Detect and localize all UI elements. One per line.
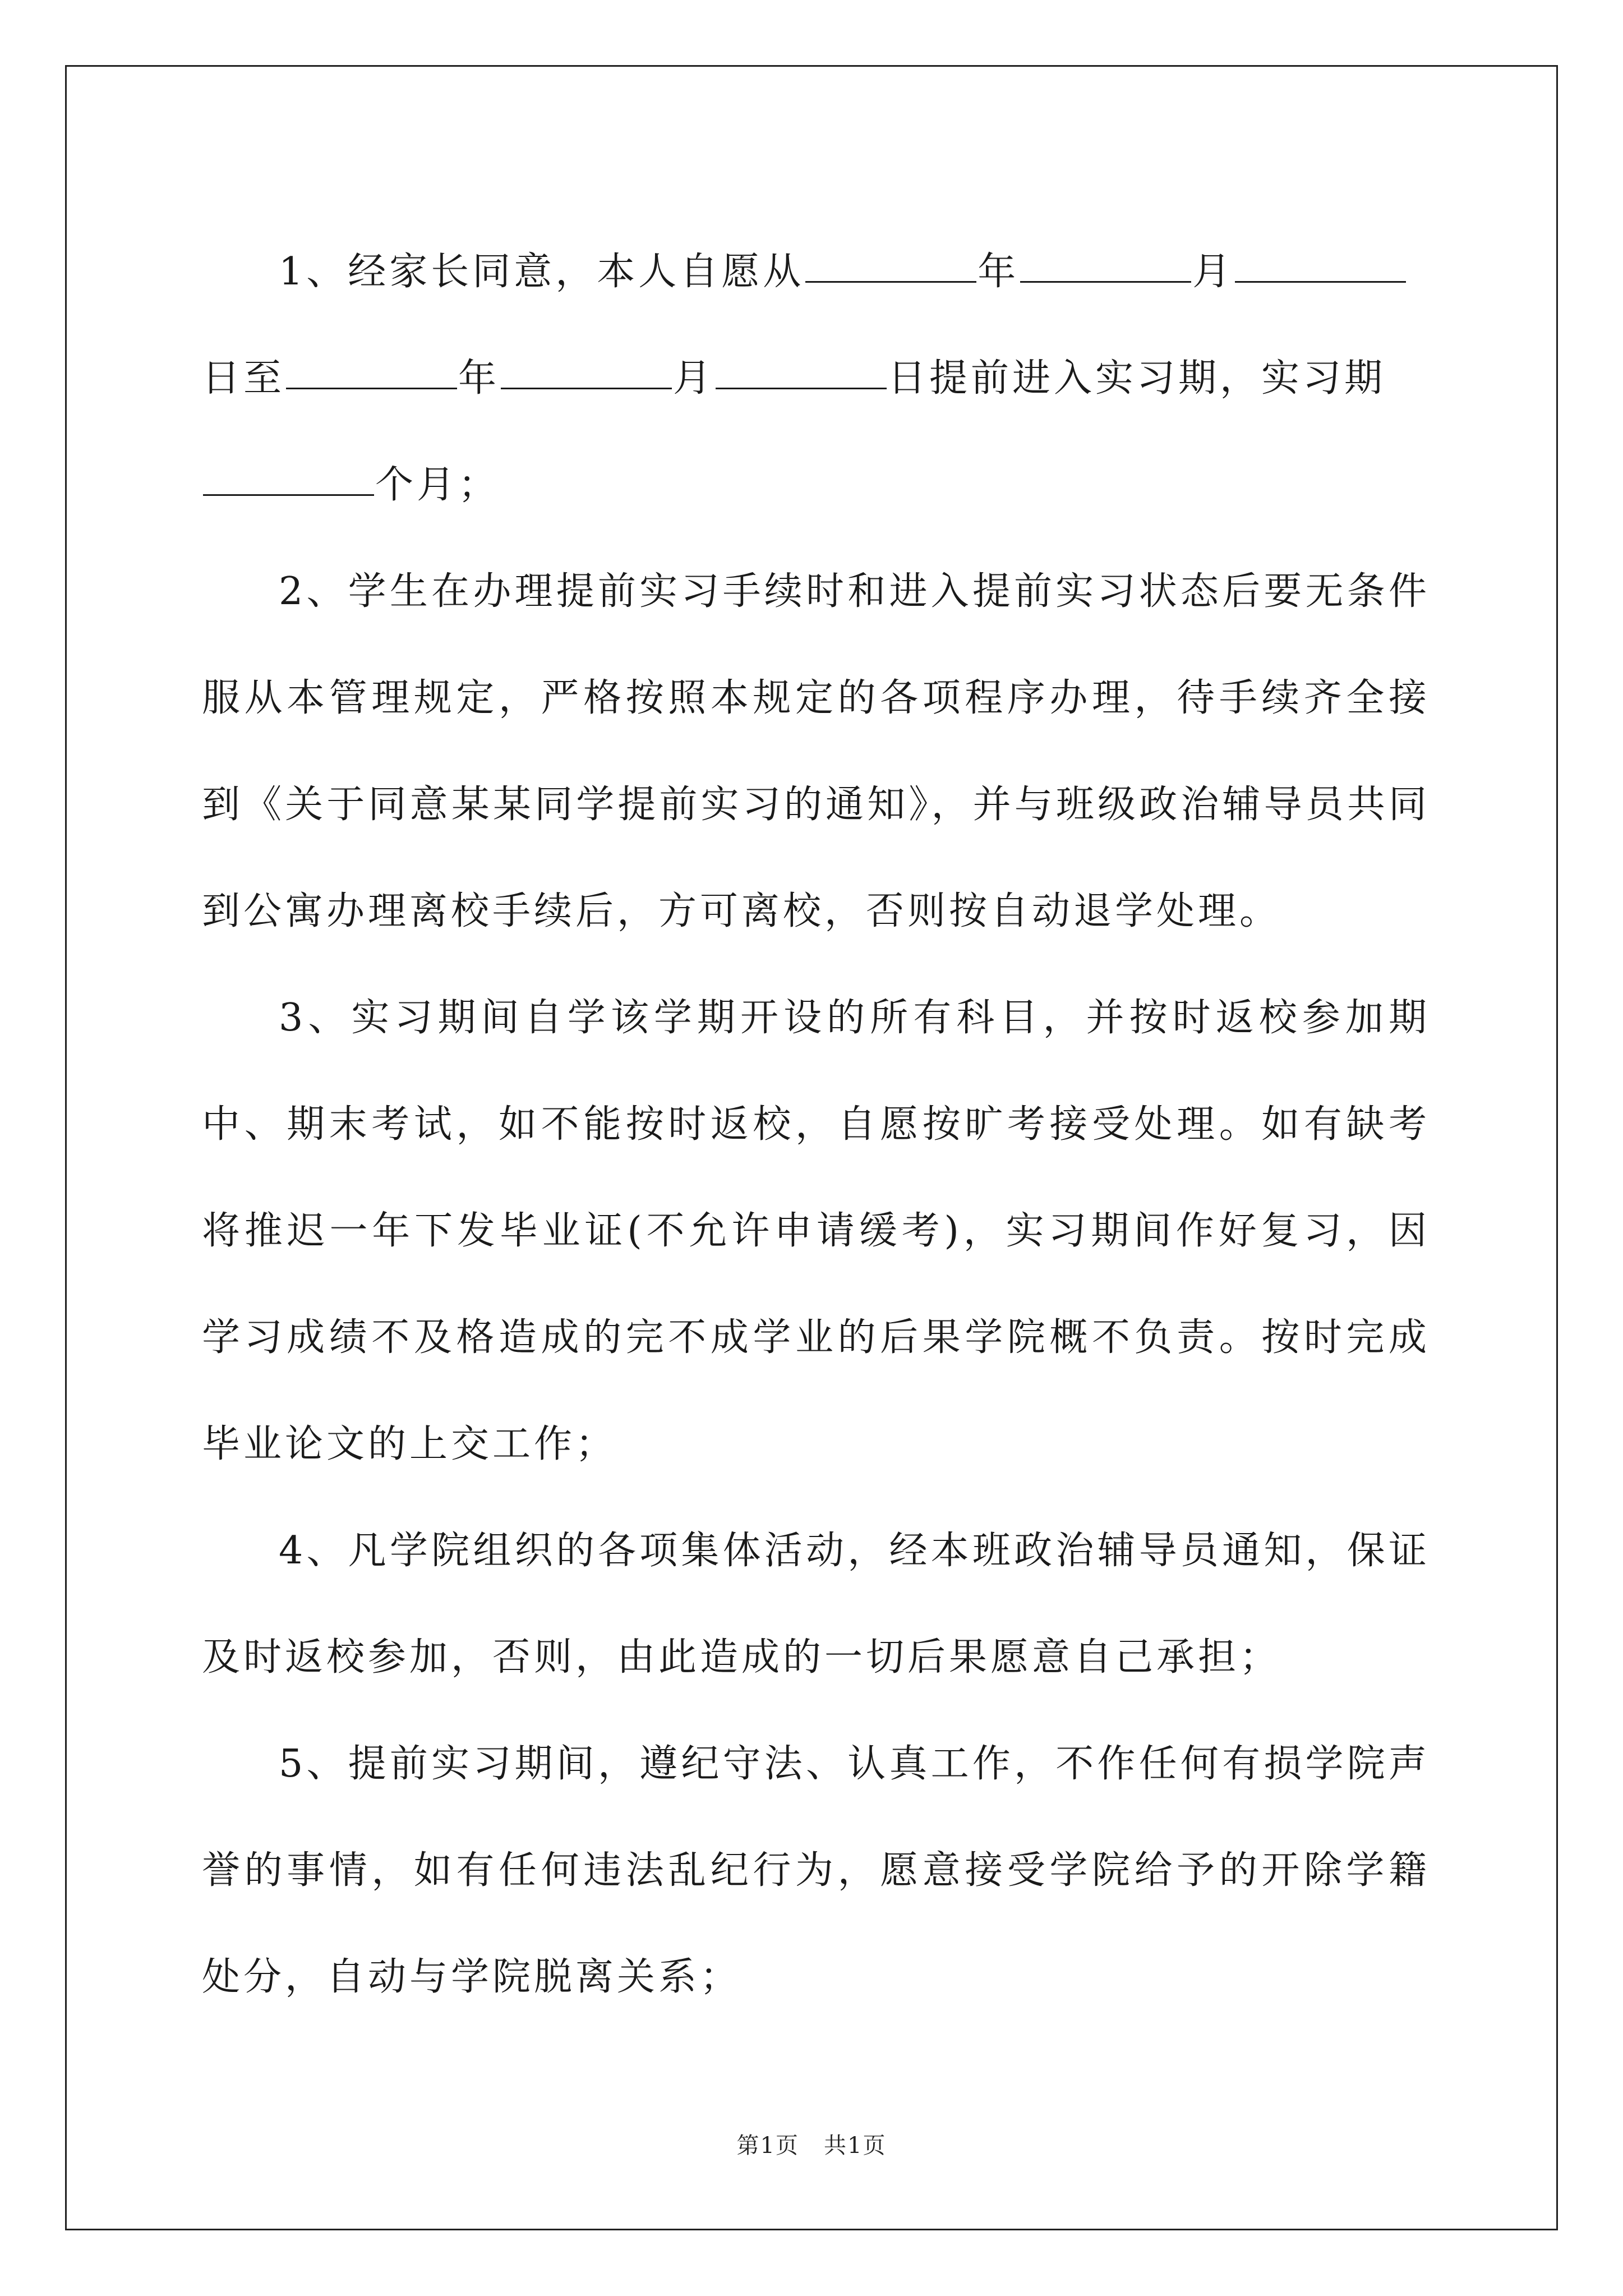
blank-start-day (1235, 280, 1406, 283)
paragraph-5: 5、提前实习期间，遵纪守法、认真工作，不作任何有损学院声誉的事情，如有任何违法乱纪行为，愿意接受学院给予的开除学籍处分，自动与学院脱离关系； (202, 1742, 1430, 1999)
blank-end-month (501, 386, 672, 389)
blank-end-day (716, 386, 887, 389)
paragraph-4: 4、凡学院组织的各项集体活动，经本班政治辅导员通知，保证及时返校参加，否则，由此造成的一切后果愿意自己承担； (202, 1529, 1430, 1680)
blank-start-month (1020, 280, 1191, 283)
paragraph-1-line-1 (202, 219, 1430, 325)
paragraph-1-line-3 (202, 432, 1430, 539)
paragraph-3: 3、实习期间自学该学期开设的所有科目，并按时返校参加期中、期末考试，如不能按时返校，自愿按旷考接受处理。如有缺考将推迟一年下发毕业证(不允许申请缓考)，实习期间作好复习，因学习成绩不及格造成的完不成学业的后果学院概不负责。按时完成毕业论文的上交工作； (202, 996, 1430, 1466)
text-fragment: 月 (673, 356, 715, 401)
paragraph-1 (202, 219, 1430, 325)
blank-months (203, 493, 374, 496)
text-fragment: 年 (978, 250, 1020, 294)
text-fragment: 年 (458, 356, 500, 401)
text-fragment: 月 (1192, 250, 1234, 294)
page-number: 第1页 (736, 2133, 799, 2159)
blank-start-year (805, 280, 976, 283)
document-body (202, 219, 1430, 2031)
page-total: 共1页 (824, 2133, 887, 2159)
paragraph-2: 2、学生在办理提前实习手续时和进入提前实习状态后要无条件服从本管理规定，严格按照本规定的各项程序办理，待手续齐全接到《关于同意某某同学提前实习的通知》，并与班级政治辅导员共同到公寓办理离校手续后，方可离校，否则按自动退学处理。 (202, 569, 1430, 933)
blank-end-year (286, 386, 457, 389)
paragraph-1-cont (202, 325, 1430, 539)
text-fragment: 个月； (375, 463, 500, 507)
text-fragment: 1、经家长同意，本人自愿从 (279, 250, 805, 294)
page-footer (0, 2128, 1623, 2160)
paragraph-1-line-2 (202, 325, 1430, 432)
text-fragment: 日至 (202, 356, 285, 401)
text-fragment: 日提前进入实习期，实习期 (888, 356, 1386, 401)
